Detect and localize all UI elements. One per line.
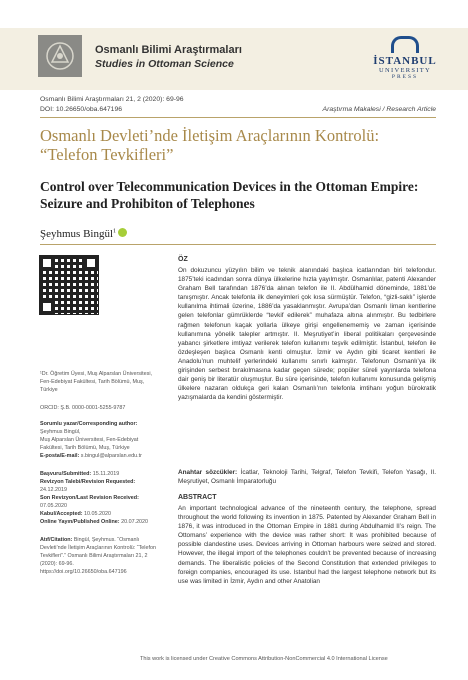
published-online-label: Online Yayın/Published Online: xyxy=(40,519,120,525)
citation-block xyxy=(40,536,158,576)
dates-block xyxy=(40,470,158,526)
author-name: Şeyhmus Bingül xyxy=(40,228,114,240)
journal-name-en: Studies in Ottoman Science xyxy=(95,58,234,70)
last-revision-date: 07.05.2020 xyxy=(40,503,67,509)
submitted-date: 15.11.2019 xyxy=(91,471,120,477)
qr-code[interactable] xyxy=(40,256,98,314)
citation-label: Atıf/Citation: xyxy=(40,537,73,543)
abstract-text: An important technological advance of the nineteenth century, the telephone, spread throughout the world following its invention in 1875. Patented by Alexander Graham Bell in 1876, it was introduced in the Ottoman Empire in 1881 during Abdulhamid II’s reign. The Ottomans’ experience with the device was rather short: It was prohibited because of possible clandestine uses. Devices arriving in Ottoman harbours were seized and stored. However, the illegal import of the telephones couldn’t be prevented because of increasing demands. The liberalistic policies of the Second Constitution that extended privileges to foreign companies, encouraged its use. Istanbul had the largest telephone network but its use was limited in İzmir, Aydın and other Anatolian xyxy=(178,505,436,585)
abstract-heading: ABSTRACT xyxy=(178,494,217,501)
header-divider xyxy=(40,117,436,118)
author-affiliation-mark: 1 xyxy=(113,228,117,235)
journal-citation: Osmanlı Bilimi Araştırmaları 21, 2 (2020): 69-96 xyxy=(40,96,184,103)
license-footer[interactable]: This work is licensed under Creative Commons Attribution-NonCommercial 4.0 International License xyxy=(140,656,388,662)
qr-finder xyxy=(40,256,54,270)
orcid-id[interactable]: ORCID: Ş.B. 0000-0001-5255-9787 xyxy=(40,405,126,411)
doi-link[interactable]: DOI: 10.26650/oba.647196 xyxy=(40,106,123,113)
qr-finder xyxy=(40,300,54,314)
correspondence-name: Şeyhmus Bingül, xyxy=(40,429,81,435)
correspondence-block xyxy=(40,420,158,460)
oz-keywords xyxy=(178,468,436,486)
keywords-label: Anahtar sözcükler: xyxy=(178,469,238,476)
title-turkish xyxy=(40,126,436,164)
revision-requested-label: Revizyon Talebi/Revision Requested: xyxy=(40,479,136,485)
publisher-name: İSTANBUL xyxy=(373,55,437,67)
orcid-icon[interactable] xyxy=(118,228,127,237)
journal-logo-icon xyxy=(38,35,82,77)
keywords-text: İcatlar, Teknoloji Tarihi, Telgraf, Telefon Tevkifi, Telefon Yasağı, II. Meşrutiyet, Osmanlı İmparatorluğu xyxy=(178,469,436,486)
publisher-logo xyxy=(372,36,438,80)
email-link[interactable]: s.bingul@alparslan.edu.tr xyxy=(79,453,142,459)
accepted-date: 10.05.2020 xyxy=(82,511,112,517)
journal-name-tr: Osmanlı Bilimi Araştırmaları xyxy=(95,44,242,56)
qr-finder xyxy=(84,256,98,270)
publisher-emblem-icon xyxy=(391,36,419,53)
author-affiliation: ¹Dr. Öğretim Üyesi, Muş Alparslan Üniversitesi, Fen-Edebiyat Fakültesi, Tarih Bölümü, Muş, Türkiye xyxy=(40,371,153,393)
title-english xyxy=(40,178,436,212)
accepted-label: Kabul/Accepted: xyxy=(40,511,83,517)
title-english-line-1: Control over Telecommunication Devices in the Ottoman Empire: xyxy=(40,179,419,194)
citation-text: Bingül, Şeyhmus. “Osmanlı Devleti’nde İletişim Araçlarının Kontrolü: “Telefon Tevkifleri”.” Osmanlı Bilimi Araştırmaları 21, 2 (2020): 69-96. https://doi.org/10.26650/oba.647196 xyxy=(40,537,156,575)
article-type: Araştırma Makalesi / Research Article xyxy=(322,106,436,113)
title-turkish-line-2: “Telefon Tevkifleri” xyxy=(40,145,174,164)
title-english-line-2: Seizure and Prohibiton of Telephones xyxy=(40,196,255,211)
submitted-label: Başvuru/Submitted: xyxy=(40,471,92,477)
revision-requested-date: 24.12.2019 xyxy=(40,487,67,493)
journal-logo xyxy=(38,35,82,77)
published-online-date: 20.07.2020 xyxy=(119,519,149,525)
email-label: E-posta/E-mail: xyxy=(40,453,80,459)
last-revision-label: Son Revizyon/Last Revision Received: xyxy=(40,495,139,501)
publisher-sub: UNIVERSITY xyxy=(379,67,431,74)
oz-heading: ÖZ xyxy=(178,256,188,263)
title-turkish-line-1: Osmanlı Devleti’nde İletişim Araçlarının Kontrolü: xyxy=(40,126,380,145)
author-line xyxy=(40,228,127,240)
oz-text: On dokuzuncu yüzyılın bilim ve teknik alanındaki başlıca icatlarından biri telefondur. 1875’teki icadından sonra dünya ülkelerine hızla yayılmıştır. Osmanlılar, patenti Alexander Graham Bell tarafından 1876’da alınan telefon ile II. Abdülhamid döneminde, 1881’de tanışmıştır. Ancak telefonla ilk deneyimleri çok kısa sürmüştür. Telefon, “gizli-saklı” işlerde kullanılma ihtimali üzerine, 1886’da yasaklanmıştır. Avrupa’dan Osmanlı liman kentlerine gelen telefonlar gümrüklerde “tevkif edilerek” muhafaza altına alınmıştır. Bu tedbirlere rağmen telefonun kaçak yollarla ülkeye girişi engellenememiş ve zaman içerisinde kullanımına yönelik talepler artmıştır. II. Meşrutiyet’in liberal politikaları çerçevesinde yabancı şirketlere imtiyaz verilerek telefon kullanımı teşvik edilmiştir. İstanbul, telefon ile özdeşleşen başlıca Osmanlı kenti olmuştur. İzmir ve Aydın gibi ticaret kentleri ile Anadolu’nun muhtelif yerlerindeki kullanımı sınırlı kalmıştır. Telefonun Osmanlı’ya ilk girişinden serbest bırakılmasına kadar geçen sürede; popüler süreli yayınlarda telefona dair geniş bir literatür oluşmuştur. Bu süre içerisinde, telefon kullanımı konusunda gelişmiş ülkelere nazaran oldukça geri kalan Osmanlı’nın telefonla imtihanı yoğun bürokratik yazışmalarda da kendini göstermiştir. xyxy=(178,267,436,402)
title-divider xyxy=(40,244,436,245)
correspondence-address: Muş Alparslan Üniversitesi, Fen-Edebiyat Fakültesi, Tarih Bölümü, Muş, Türkiye xyxy=(40,437,139,451)
correspondence-label: Sorumlu yazar/Corresponding author: xyxy=(40,421,138,427)
publisher-press: PRESS xyxy=(391,74,419,80)
